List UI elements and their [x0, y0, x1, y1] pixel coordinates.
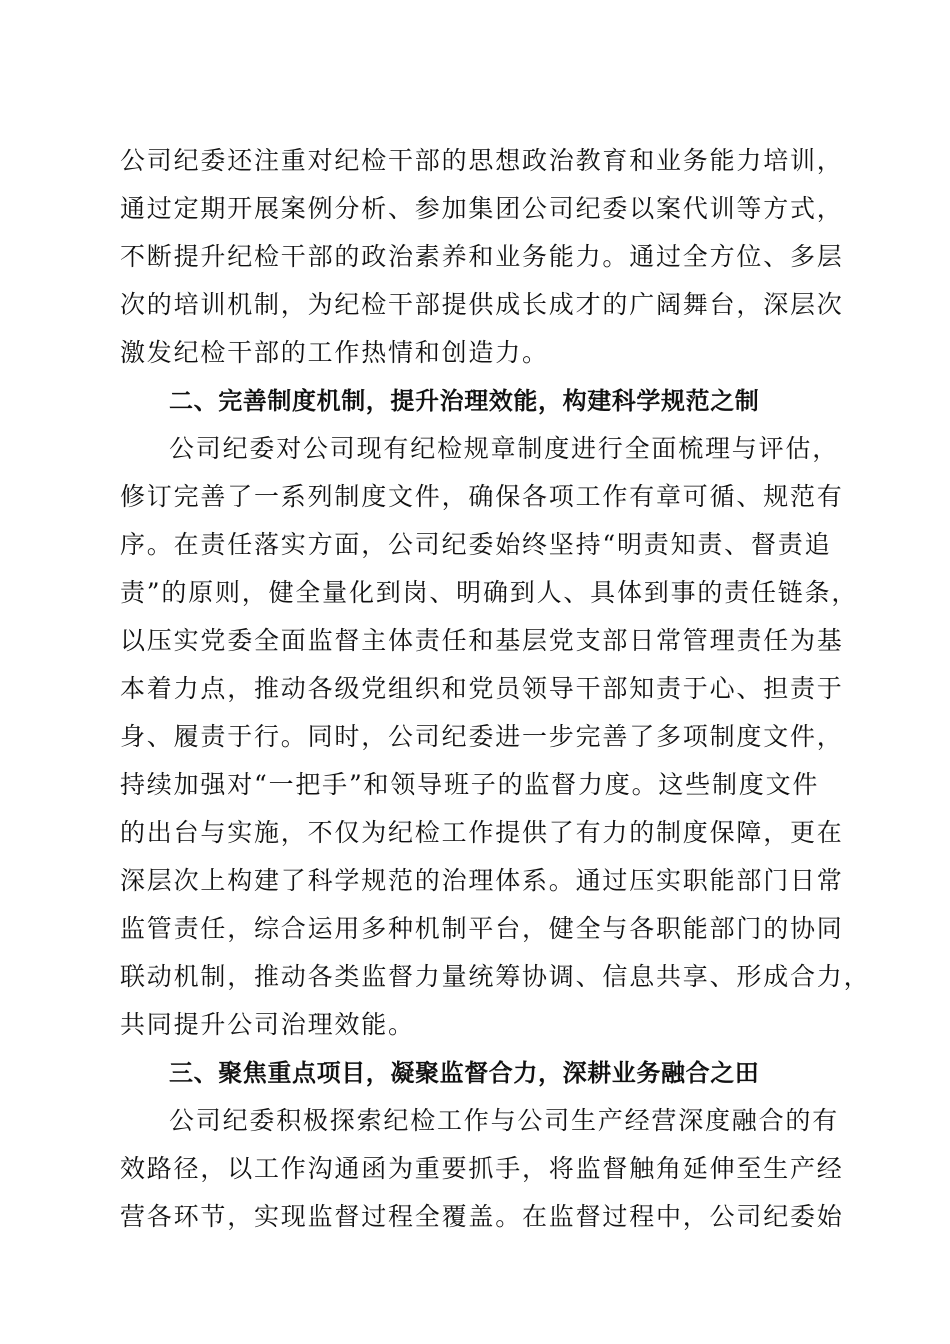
paragraph-line: 联动机制，推动各类监督力量统筹协调、信息共享、形成合力，	[120, 962, 871, 991]
paragraph-line: 责”的原则，健全量化到岗、明确到人、具体到事的责任链条，	[120, 578, 859, 607]
paragraph-line: 营各环节，实现监督过程全覆盖。在监督过程中，公司纪委始	[120, 1202, 844, 1231]
paragraph-line: 公司纪委积极探索纪检工作与公司生产经营深度融合的有	[169, 1106, 840, 1135]
paragraph-line: 共同提升公司治理效能。	[120, 1010, 415, 1039]
paragraph-line: 的出台与实施，不仅为纪检工作提供了有力的制度保障，更在	[120, 818, 844, 847]
paragraph-line: 持续加强对“一把手”和领导班子的监督力度。这些制度文件	[120, 770, 820, 799]
paragraph-line: 以压实党委全面监督主体责任和基层党支部日常管理责任为基	[120, 626, 844, 655]
paragraph-line: 激发纪检干部的工作热情和创造力。	[120, 338, 549, 367]
paragraph-line: 监管责任，综合运用多种机制平台，健全与各职能部门的协同	[120, 914, 844, 943]
section-heading-3: 三、聚焦重点项目，凝聚监督合力，深耕业务融合之田	[169, 1059, 760, 1087]
paragraph-line: 通过定期开展案例分析、参加集团公司纪委以案代训等方式，	[120, 194, 844, 223]
paragraph-line: 深层次上构建了科学规范的治理体系。通过压实职能部门日常	[120, 866, 844, 895]
paragraph-line: 本着力点，推动各级党组织和党员领导干部知责于心、担责于	[120, 674, 844, 703]
paragraph-line: 身、履责于行。同时，公司纪委进一步完善了多项制度文件，	[120, 722, 844, 751]
paragraph-line: 公司纪委还注重对纪检干部的思想政治教育和业务能力培训，	[120, 146, 844, 175]
paragraph-line: 修订完善了一系列制度文件，确保各项工作有章可循、规范有	[120, 482, 844, 511]
paragraph-line: 效路径，以工作沟通函为重要抓手，将监督触角延伸至生产经	[120, 1154, 844, 1183]
paragraph-line: 不断提升纪检干部的政治素养和业务能力。通过全方位、多层	[120, 242, 844, 271]
paragraph-line: 序。在责任落实方面，公司纪委始终坚持“明责知责、督责追	[120, 530, 832, 559]
paragraph-line: 公司纪委对公司现有纪检规章制度进行全面梳理与评估，	[169, 434, 840, 463]
section-heading-2: 二、完善制度机制，提升治理效能，构建科学规范之制	[169, 387, 760, 415]
paragraph-line: 次的培训机制，为纪检干部提供成长成才的广阔舞台，深层次	[120, 290, 844, 319]
